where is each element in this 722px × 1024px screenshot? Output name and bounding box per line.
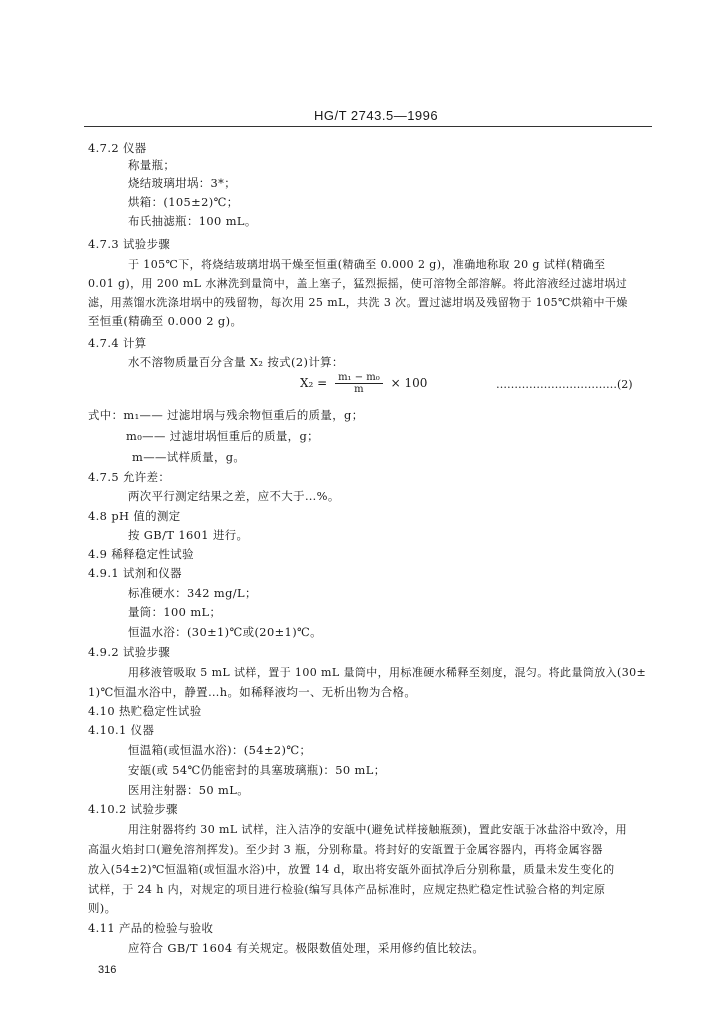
paragraph-line: 则)。 bbox=[88, 901, 117, 915]
paragraph-line: 按 GB/T 1601 进行。 bbox=[128, 528, 249, 542]
list-item: 恒温水浴：(30±1)℃或(20±1)℃。 bbox=[128, 625, 322, 639]
section-heading-4-7-5: 4.7.5 允许差： bbox=[88, 470, 171, 484]
section-heading-4-10-1: 4.10.1 仪器 bbox=[88, 723, 155, 737]
variable-definition: 式中：m₁—— 过滤坩埚与残余物恒重后的质量，g； bbox=[88, 408, 364, 422]
section-heading-4-9-1: 4.9.1 试剂和仪器 bbox=[88, 566, 182, 580]
paragraph-line: 高温火焰封口(避免溶剂挥发)。至少封 3 瓶，分别称量。将封好的安瓿置于金属容器内，再将金属容器 bbox=[88, 843, 603, 856]
variable-definition: m₀—— 过滤坩埚恒重后的质量，g； bbox=[126, 429, 319, 443]
page-header-doc-code: HG/T 2743.5—1996 bbox=[314, 108, 439, 123]
section-heading-4-8: 4.8 pH 值的测定 bbox=[88, 509, 181, 523]
equation-lhs: X₂ = bbox=[300, 376, 328, 390]
equation-2 bbox=[300, 372, 427, 395]
section-heading-4-7-3: 4.7.3 试验步骤 bbox=[88, 237, 171, 251]
list-item: 烘箱：(105±2)℃； bbox=[128, 195, 239, 209]
paragraph-line: 至恒重(精确至 0.000 2 g)。 bbox=[88, 314, 243, 328]
section-heading-4-10: 4.10 热贮稳定性试验 bbox=[88, 704, 202, 718]
paragraph-line: 两次平行测定结果之差，应不大于…%。 bbox=[128, 489, 340, 503]
equation-rhs: × 100 bbox=[390, 376, 428, 390]
list-item: 烧结玻璃坩埚：3*； bbox=[128, 176, 237, 190]
section-heading-4-9: 4.9 稀释稳定性试验 bbox=[88, 547, 194, 561]
equation-denominator: m bbox=[354, 384, 364, 395]
section-heading-4-7-4: 4.7.4 计算 bbox=[88, 336, 147, 350]
paragraph-line: 于 105℃下，将烧结玻璃坩埚干燥至恒重(精确至 0.000 2 g)，准确地称取 20 g 试样(精确至 bbox=[128, 258, 606, 271]
equation-numerator: m₁ − m₀ bbox=[335, 372, 383, 384]
section-heading-4-9-2: 4.9.2 试验步骤 bbox=[88, 645, 171, 659]
variable-definition: m——试样质量，g。 bbox=[132, 450, 246, 464]
paragraph-line: 应符合 GB/T 1604 有关规定。极限数值处理，采用修约值比较法。 bbox=[128, 941, 485, 955]
header-rule bbox=[84, 126, 652, 127]
section-heading-4-11: 4.11 产品的检验与验收 bbox=[88, 921, 214, 935]
paragraph-line: 用移液管吸取 5 mL 试样，置于 100 mL 量筒中，用标准硬水稀释至刻度，混匀。将此量筒放入(30± bbox=[128, 666, 647, 679]
paragraph-line: 放入(54±2)℃恒温箱(或恒温水浴)中，放置 14 d，取出将安瓿外面拭净后分别称量，质量未发生变化的 bbox=[88, 863, 615, 876]
paragraph-line: 用注射器将约 30 mL 试样，注入洁净的安瓿中(避免试样接触瓶颈)，置此安瓿于冰盐浴中致冷，用 bbox=[128, 823, 628, 836]
page-number: 316 bbox=[98, 964, 117, 976]
list-item: 安瓿(或 54℃仍能密封的具塞玻璃瓶)：50 mL； bbox=[128, 763, 386, 777]
list-item: 量筒：100 mL； bbox=[128, 605, 222, 619]
paragraph-line: 试样，于 24 h 内，对规定的项目进行检验(编写具体产品标准时，应规定热贮稳定性试验合格的判定原 bbox=[88, 883, 606, 896]
equation-fraction bbox=[335, 372, 383, 395]
list-item: 恒温箱(或恒温水浴)：(54±2)℃； bbox=[128, 743, 312, 757]
list-item: 称量瓶； bbox=[128, 158, 176, 172]
list-item: 标准硬水：342 mg/L； bbox=[128, 586, 257, 600]
section-heading-4-10-2: 4.10.2 试验步骤 bbox=[88, 802, 178, 816]
equation-number: ……………………………(2) bbox=[496, 378, 633, 391]
paragraph-line: 1)℃恒温水浴中，静置…h。如稀释液均一、无析出物为合格。 bbox=[88, 685, 417, 699]
paragraph-line: 滤，用蒸馏水洗涤坩埚中的残留物，每次用 25 mL，共洗 3 次。置过滤坩埚及残留物于 105℃烘箱中干燥 bbox=[88, 296, 628, 309]
list-item: 布氏抽滤瓶：100 mL。 bbox=[128, 214, 257, 228]
paragraph-line: 0.01 g)，用 200 mL 水淋洗到量筒中，盖上塞子，猛烈振摇，使可溶物全部溶解。将此溶液经过滤坩埚过 bbox=[88, 277, 628, 290]
paragraph-line: 水不溶物质量百分含量 X₂ 按式(2)计算： bbox=[128, 355, 344, 369]
section-heading-4-7-2: 4.7.2 仪器 bbox=[88, 141, 147, 155]
list-item: 医用注射器：50 mL。 bbox=[128, 783, 250, 797]
